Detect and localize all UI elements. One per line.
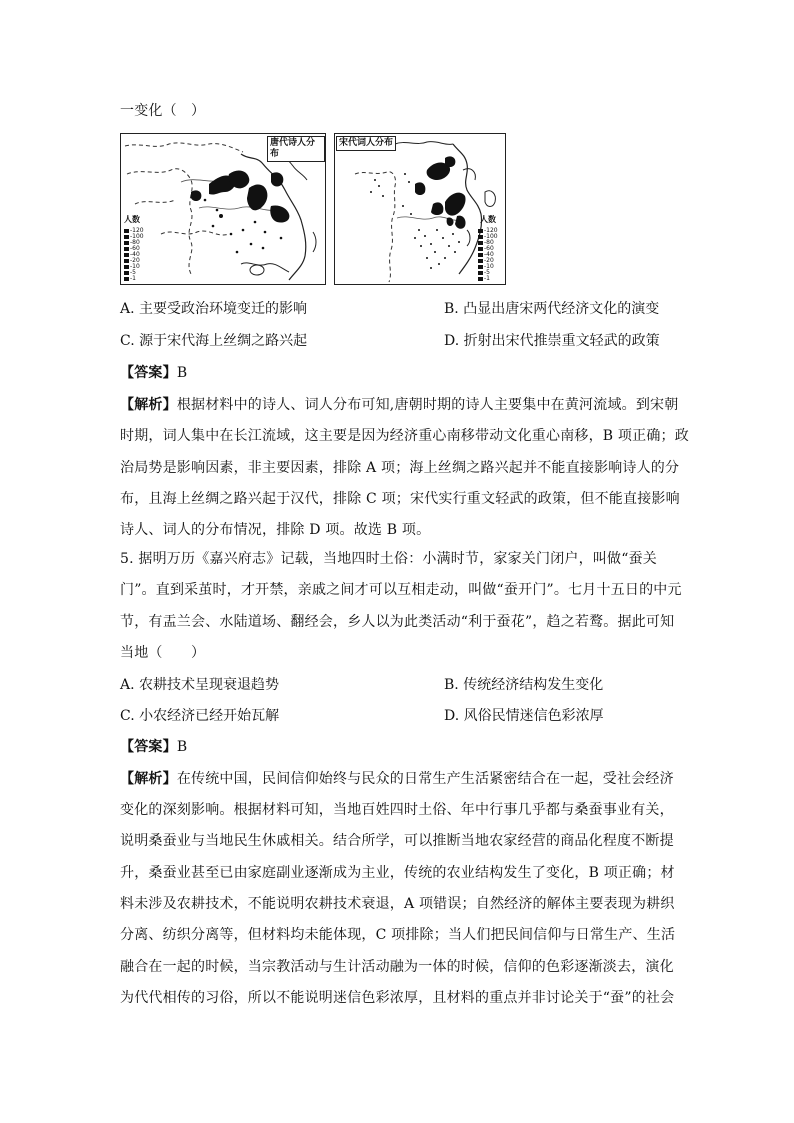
tang-map-title: 唐代诗人分布 [267,136,325,162]
song-legend-row-6: -20 [478,258,494,264]
tang-legend-title: 人数 [124,215,140,224]
legend-swatch [124,241,129,245]
q5-option-a: A. 农耕技术呈现衰退趋势 [120,677,280,693]
q5-analysis-line-1: 【解析】在传统中国，民间信仰始终与民众的日常生产生活紧密结合在一起，受社会经济 [120,771,674,787]
answer-value: B [176,365,188,381]
legend-swatch [478,277,483,281]
legend-swatch [124,265,129,269]
q4-analysis-line-5: 诗人、词人的分布情况，排除 D 项。故选 B 项。 [120,522,431,538]
tang-legend-row-6: -20 [124,258,140,264]
song-legend-row-9: -1 [478,276,490,282]
song-map-title: 宋代词人分布 [336,136,396,151]
song-legend-row-8: -5 [478,270,490,276]
q5-option-d: D. 风俗民情迷信色彩浓厚 [444,708,604,724]
legend-swatch [124,253,129,257]
tang-legend-row-3: -80 [124,240,140,246]
tang-legend-row-2: -100 [124,234,144,240]
legend-swatch [478,271,483,275]
legend-swatch [478,235,483,239]
q5-option-b: B. 传统经济结构发生变化 [444,677,604,693]
tang-poets-map [120,133,326,285]
legend-swatch [124,247,129,251]
tang-legend-row-7: -10 [124,264,140,270]
q4-stem-tail: 一变化（ ） [120,103,206,119]
q5-analysis-line-4: 升，桑蚕业甚至已由家庭副业逐渐成为主业，传统的农业结构发生了变化，B 项正确；材 [120,865,675,881]
legend-swatch [478,265,483,269]
q5-option-c: C. 小农经济已经开始瓦解 [120,708,280,724]
q5-analysis-line-7: 融合在一起的时候，当宗教活动与生计活动融为一体的时候，信仰的色彩逐渐淡去，演化 [120,959,674,975]
legend-swatch [478,253,483,257]
q4-option-b: B. 凸显出唐宋两代经济文化的演变 [444,301,660,317]
answer-label: 【答案】 [120,365,177,381]
legend-swatch [124,277,129,281]
q5-stem-line-1: 5. 据明万历《嘉兴府志》记载，当地四时土俗：小满时节，家家关门闭户，叫做“蚕关 [120,551,657,567]
q5-analysis-line-3: 说明桑蚕业与当地民生休戚相关。结合所学，可以推断当地农家经营的商品化程度不断提 [120,833,674,849]
q5-analysis-line-8: 为代代相传的习俗，所以不能说明迷信色彩浓厚，且材料的重点并非讨论关于“蚕”的社会 [120,990,675,1006]
q5-stem-line-4: 当地（ ） [120,645,206,661]
q5-answer [120,737,680,757]
tang-legend-row-5: -40 [124,252,140,258]
analysis-label: 【解析】 [120,771,177,787]
answer-value: B [176,739,188,755]
analysis-label: 【解析】 [120,397,177,413]
song-legend-title: 人数 [480,215,496,224]
legend-swatch [478,259,483,263]
answer-label: 【答案】 [120,739,177,755]
q5-analysis-line-2: 变化的深刻影响。根据材料可知，当地百姓四时土俗、年中行事几乎都与桑蚕事业有关， [120,802,674,818]
legend-swatch [124,229,129,233]
q5-stem-line-3: 节，有盂兰会、水陆道场、翻经会，乡人以为此类活动“利于蚕花”，趋之若鹜。据此可知 [120,614,675,630]
q5-analysis-line-6: 分离、纺织分离等，但材料均未能体现，C 项排除；当人们把民间信仰与日常生产、生活 [120,927,676,943]
tang-legend-row-1: -120 [124,228,144,234]
q4-analysis-line-1: 【解析】根据材料中的诗人、词人分布可知,唐朝时期的诗人主要集中在黄河流域。到宋朝 [120,397,679,413]
q4-option-a: A. 主要受政治环境变迁的影响 [120,301,308,317]
q4-analysis-line-2: 时期，词人集中在长江流域，这主要是因为经济重心南移带动文化重心南移，B 项正确；政 [120,428,689,444]
q4-option-d: D. 折射出宋代推崇重文轻武的政策 [444,333,660,349]
legend-swatch [124,259,129,263]
legend-swatch [478,247,483,251]
legend-swatch [478,241,483,245]
q5-stem-line-2: 门”。直到采茧时，才开禁，亲戚之间才可以互相走动，叫做“蚕开门”。七月十五日的中元 [120,582,682,598]
legend-swatch [124,271,129,275]
song-legend-row-5: -40 [478,252,494,258]
q4-maps-figure [120,133,506,285]
tang-legend-row-4: -60 [124,246,140,252]
song-legend-row-2: -100 [478,234,498,240]
song-legend-row-4: -60 [478,246,494,252]
song-legend-row-1: -120 [478,228,498,234]
song-legend-row-3: -80 [478,240,494,246]
song-legend-row-7: -10 [478,264,494,270]
q5-analysis-line-5: 料未涉及农耕技术，不能说明农耕技术衰退，A 项错误；自然经济的解体主要表现为耕织 [120,896,675,912]
q4-option-c: C. 源于宋代海上丝绸之路兴起 [120,333,308,349]
tang-legend-row-9: -1 [124,276,136,282]
legend-swatch [124,235,129,239]
tang-legend-row-8: -5 [124,270,136,276]
q4-answer [120,363,680,383]
legend-swatch [478,229,483,233]
q4-analysis-line-4: 布，且海上丝绸之路兴起于汉代，排除 C 项；宋代实行重文轻武的政策，但不能直接影响 [120,491,680,507]
q4-analysis-line-3: 治局势是影响因素，非主要因素，排除 A 项；海上丝绸之路兴起并不能直接影响诗人的分 [120,460,680,476]
